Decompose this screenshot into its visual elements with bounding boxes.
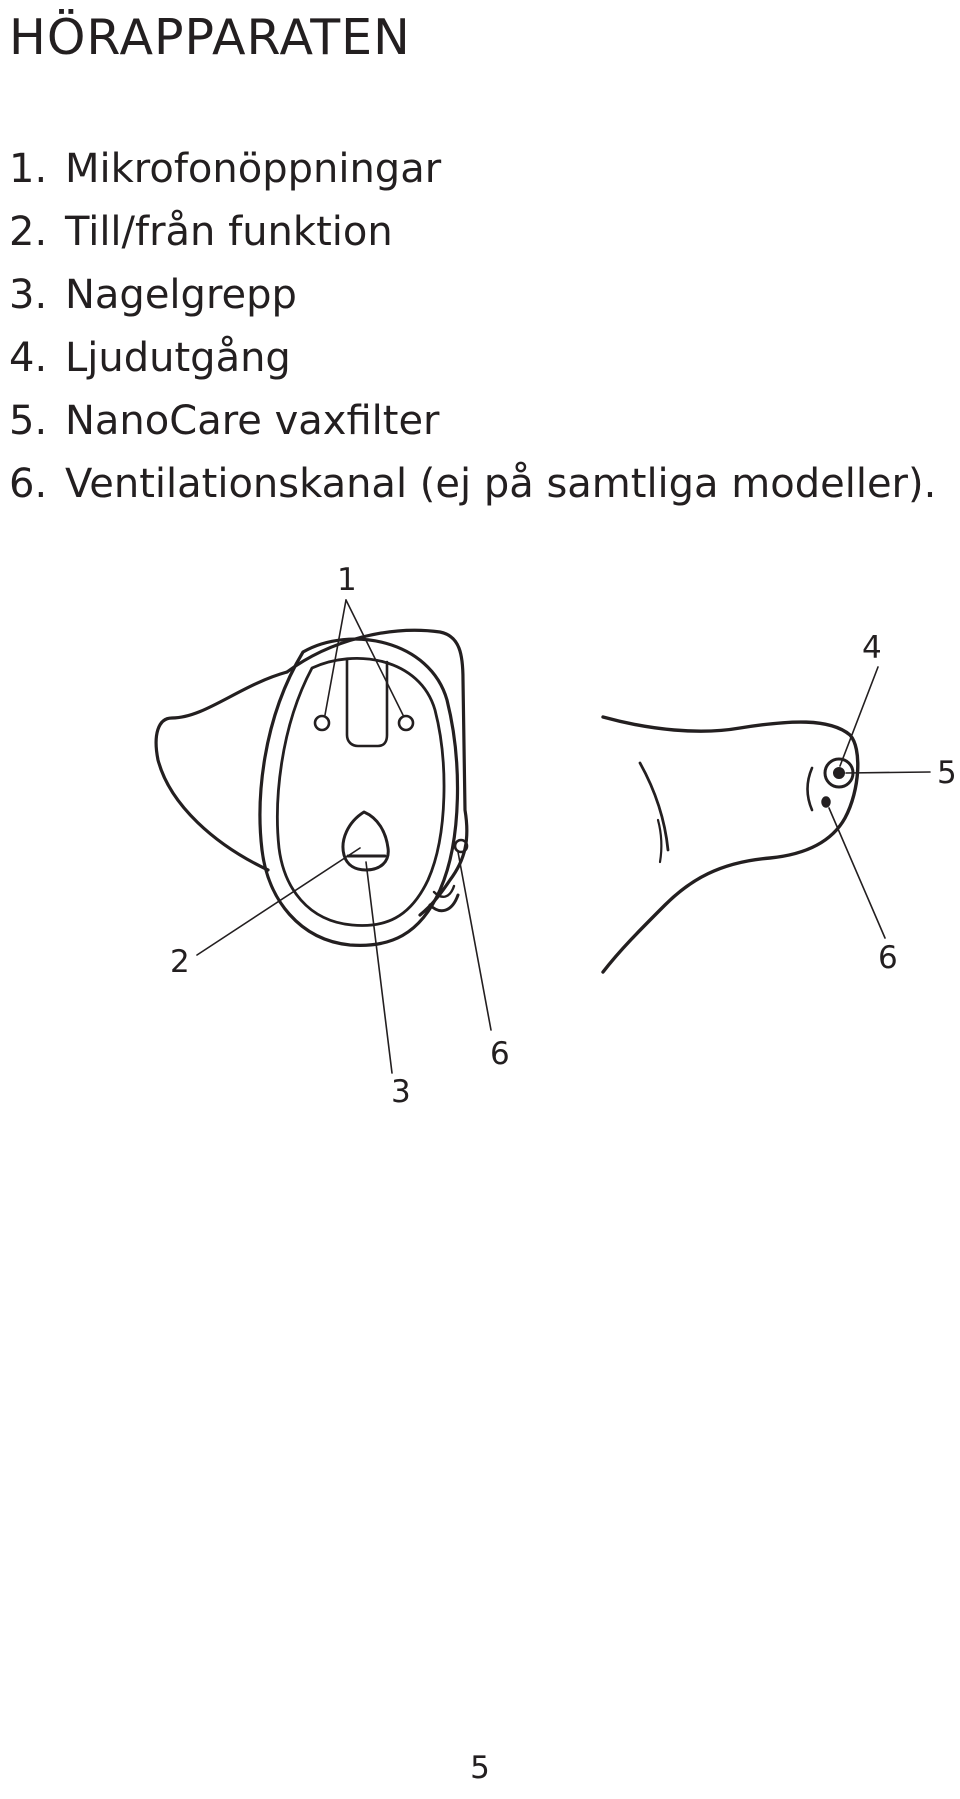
callout-6-right: 6: [878, 940, 898, 976]
callout-6-left: 6: [490, 1036, 510, 1072]
list-item-number: 1.: [9, 146, 48, 192]
faceplate-outer-rim: [260, 639, 457, 945]
list-item-number: 6.: [9, 461, 48, 507]
leader-line-5: [846, 772, 930, 773]
list-item-number: 2.: [9, 209, 48, 255]
tip-inner-fold-detail: [658, 820, 661, 862]
right-view-leaders: [829, 667, 930, 938]
leader-line-2: [197, 848, 360, 955]
list-item-label: Till/från funktion: [65, 209, 393, 255]
faceplate-view-drawing: [156, 630, 467, 945]
shell-back-outline: [287, 630, 467, 915]
callout-3: 3: [391, 1074, 411, 1110]
program-slot: [347, 660, 387, 746]
list-item-number: 3.: [9, 272, 48, 318]
list-item-number: 4.: [9, 335, 48, 381]
list-item-label: Nagelgrepp: [65, 272, 297, 318]
tip-inner-fold-outline: [640, 763, 668, 850]
callout-2: 2: [170, 944, 190, 980]
list-item-label: NanoCare vaxfilter: [65, 398, 440, 444]
list-item-label: Ljudutgång: [65, 335, 291, 381]
callout-1: 1: [337, 562, 357, 598]
parts-list: [9, 138, 936, 516]
list-item: [9, 138, 936, 201]
tip-upper-outline: [603, 717, 858, 972]
list-item: [9, 201, 936, 264]
side-profile-view-drawing: [603, 717, 858, 972]
callout-4: 4: [862, 630, 882, 666]
list-item: [9, 327, 936, 390]
microphone-opening-right: [399, 716, 413, 730]
list-item: [9, 453, 936, 516]
list-item-number: 5.: [9, 398, 48, 444]
list-item: [9, 390, 936, 453]
leader-line-6-left: [458, 852, 491, 1030]
callout-5: 5: [937, 755, 957, 791]
page-number: 5: [470, 1750, 490, 1786]
vent-opening-right: [822, 797, 830, 807]
nanocare-wax-filter: [834, 768, 844, 778]
leader-line-6-right: [829, 808, 885, 938]
list-item-note: (ej på samtliga modeller).: [419, 461, 937, 507]
tip-ridge: [808, 768, 813, 810]
list-item-label: Ventilationskanal: [65, 461, 408, 507]
list-item-label: Mikrofonöppningar: [65, 146, 442, 192]
leader-line-1a: [325, 600, 346, 715]
leader-line-3: [366, 862, 392, 1073]
microphone-opening-left: [315, 716, 329, 730]
leader-line-4: [840, 667, 878, 766]
hearing-aid-diagram: [0, 540, 960, 1120]
page-title: HÖRAPPARATEN: [9, 9, 411, 66]
shell-outline: [156, 672, 287, 870]
list-item: [9, 264, 936, 327]
